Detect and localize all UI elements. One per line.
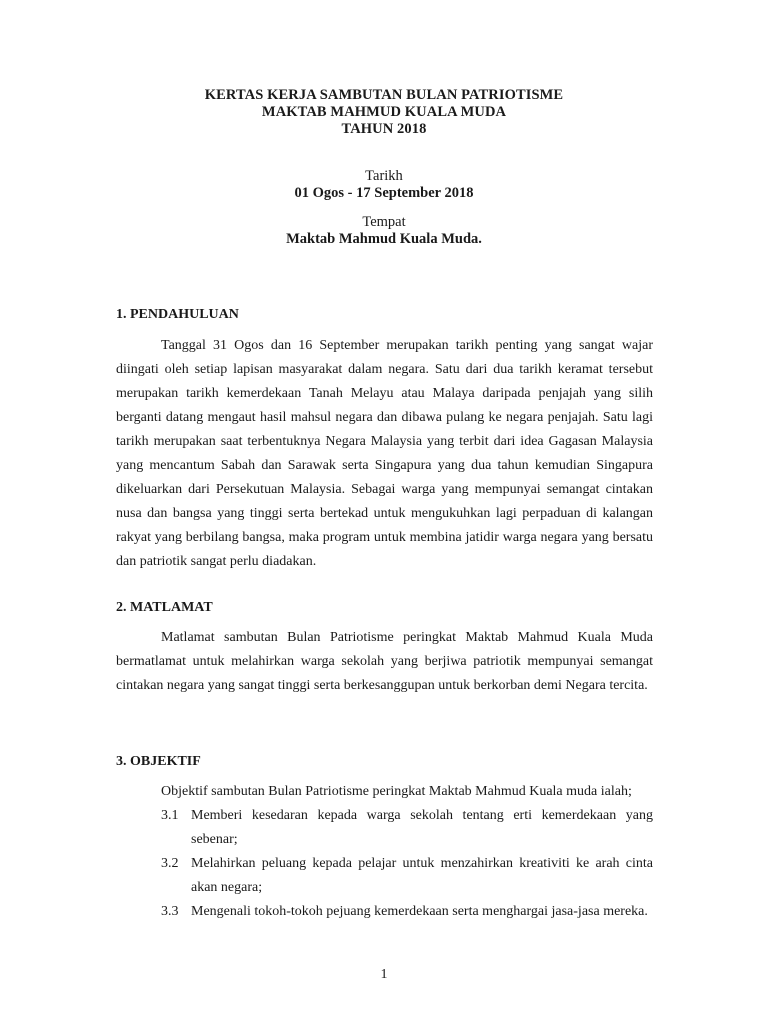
page-number: 1 — [380, 967, 388, 982]
list-item-text: Memberi kesedaran kepada warga sekolah tentang erti kemerdekaan yang sebenar; — [191, 808, 653, 847]
list-item-number: 3.2 — [161, 856, 179, 871]
list-item-text: Mengenali tokoh-tokoh pejuang kemerdekaan serta menghargai jasa-jasa mereka. — [191, 904, 648, 919]
title-line-2: MAKTAB MAHMUD KUALA MUDA — [261, 104, 507, 120]
document-title — [0, 87, 768, 138]
title-line-1: KERTAS KERJA SAMBUTAN BULAN PATRIOTISME — [204, 87, 564, 103]
list-item — [161, 852, 653, 900]
section-heading-pendahuluan: 1. PENDAHULUAN — [116, 307, 239, 322]
date-block — [0, 168, 768, 202]
list-item-number: 3.3 — [161, 904, 179, 919]
date-value: 01 Ogos - 17 September 2018 — [294, 185, 474, 201]
date-label: Tarikh — [365, 168, 403, 184]
place-block — [0, 214, 768, 248]
place-label: Tempat — [362, 214, 406, 230]
section-heading-objektif: 3. OBJEKTIF — [116, 754, 201, 769]
title-line-3: TAHUN 2018 — [341, 121, 427, 137]
section-heading-matlamat: 2. MATLAMAT — [116, 600, 213, 615]
list-item — [161, 804, 653, 852]
objektif-intro: Objektif sambutan Bulan Patriotisme peringkat Maktab Mahmud Kuala muda ialah; — [161, 784, 632, 799]
place-value: Maktab Mahmud Kuala Muda. — [286, 231, 482, 247]
objektif-list — [161, 804, 653, 924]
list-item — [161, 900, 653, 924]
section-body-pendahuluan: Tanggal 31 Ogos dan 16 September merupakan tarikh penting yang sangat wajar diingati oleh setiap lapisan masyarakat dalam negara. Satu dari dua tarikh keramat tersebut merupakan tarikh kemerdekaan Tanah Melayu atau Malaya daripada penjajah yang silih berganti datang mengaut hasil mahsul negara dan dibawa pulang ke negara penjajah. Satu lagi tarikh merupakan saat terbentuknya Negara Malaysia yang terbit dari idea Gagasan Malaysia yang mencantum Sabah dan Sarawak serta Singapura yang dua tahun kemudian Singapura dikeluarkan dari Persekutuan Malaysia. Sebagai warga yang mempunyai semangat cintakan nusa dan bangsa yang tinggi serta bertekad untuk mengukuhkan lagi perpaduan di kalangan rakyat yang berbilang bangsa, maka program untuk membina jatidir warga negara yang bersatu dan patriotik sangat perlu diadakan. — [116, 338, 653, 569]
section-body-matlamat: Matlamat sambutan Bulan Patriotisme peringkat Maktab Mahmud Kuala Muda bermatlamat untuk melahirkan warga sekolah yang berjiwa patriotik mempunyai semangat cintakan negara yang sangat tinggi serta berkesanggupan untuk berkorban demi Negara tercita. — [116, 630, 653, 693]
list-item-number: 3.1 — [161, 808, 179, 823]
list-item-text: Melahirkan peluang kepada pelajar untuk menzahirkan kreativiti ke arah cinta akan negara; — [191, 856, 653, 895]
